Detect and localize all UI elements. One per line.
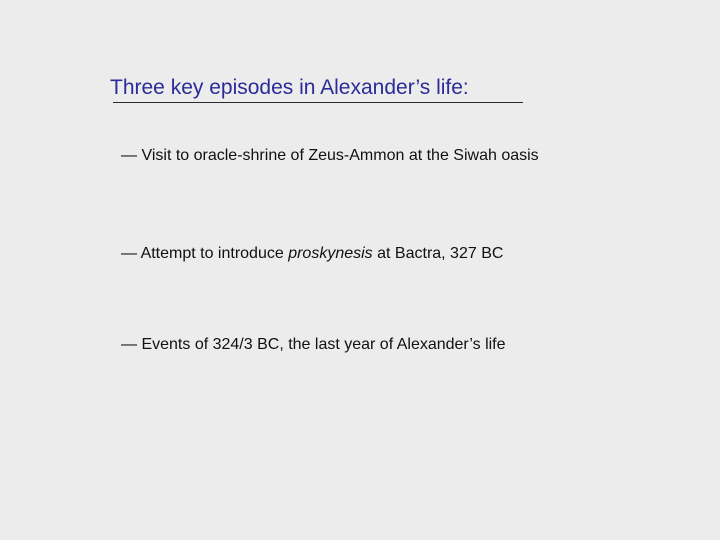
slide-title: Three key episodes in Alexander’s life: [110, 76, 469, 99]
bullet-item-proskynesis [121, 243, 503, 265]
bullet-text: Visit to oracle-shrine of Zeus-Ammon at the Siwah oasis [141, 147, 539, 164]
bullet-dash: — [121, 245, 137, 262]
bullet-item-last-year [121, 334, 506, 356]
bullet-dash: — [121, 336, 137, 353]
bullet-text: Events of 324/3 BC, the last year of Alexander’s life [141, 336, 506, 353]
bullet-text-before: Attempt to introduce [140, 245, 289, 262]
title-underline [113, 102, 523, 103]
bullet-dash: — [121, 147, 137, 164]
bullet-item-siwah [121, 145, 539, 167]
bullet-text-after: at Bactra, 327 BC [372, 245, 504, 262]
bullet-italic-term: proskynesis [288, 245, 373, 262]
